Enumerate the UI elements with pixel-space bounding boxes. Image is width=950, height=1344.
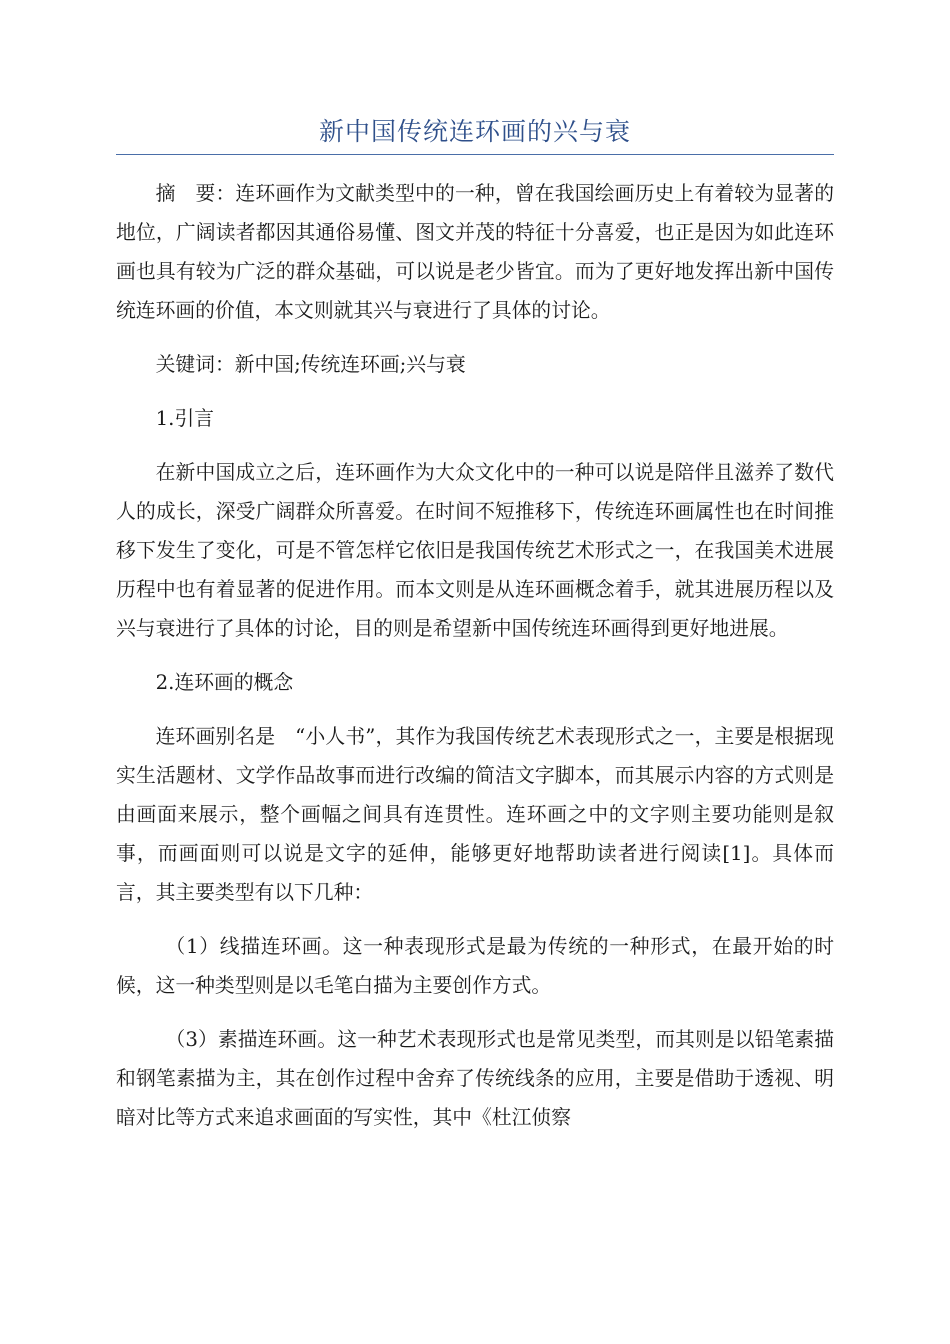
document-body [116,174,834,1152]
introduction-paragraph: 在新中国成立之后，连环画作为大众文化中的一种可以说是陪伴且滋养了数代人的成长，深受广阔群众所喜爱。在时间不短推移下，传统连环画属性也在时间推移下发生了变化，可是不管怎样它依旧是我国传统艺术形式之一，在我国美术进展历程中也有着显著的促进作用。而本文则是从连环画概念着手，就其进展历程以及兴与衰进行了具体的讨论，目的则是希望新中国传统连环画得到更好地进展。 [116,461,834,640]
section-heading-concept: 2.连环画的概念 [155,671,294,694]
list-item-sketch: （3）素描连环画。这一种艺术表现形式也是常见类型，而其则是以铅笔素描和钢笔素描为主，其在创作过程中舍弃了传统线条的应用，主要是借助于透视、明暗对比等方式来追求画面的写实性，其中《杜江侦察 [116,1028,834,1129]
list-item-line-drawing: （1）线描连环画。这一种表现形式是最为传统的一种形式，在最开始的时候，这一种类型则是以毛笔白描为主要创作方式。 [116,935,834,997]
concept-paragraph: 连环画别名是 “小人书”，其作为我国传统艺术表现形式之一，主要是根据现实生活题材、文学作品故事而进行改编的简洁文字脚本，而其展示内容的方式则是由画面来展示，整个画幅之间具有连贯性。连环画之中的文字则主要功能则是叙事，而画面则可以说是文字的延伸，能够更好地帮助读者进行阅读[1]。具体而言，其主要类型有以下几种： [116,725,834,904]
title-divider [116,154,834,155]
keywords-line: 关键词：新中国;传统连环画;兴与衰 [155,353,466,376]
section-heading-introduction: 1.引言 [155,407,215,430]
abstract-paragraph: 摘 要：连环画作为文献类型中的一种，曾在我国绘画历史上有着较为显著的地位，广阔读者都因其通俗易懂、图文并茂的特征十分喜爱，也正是因为如此连环画也具有较为广泛的群众基础，可以说是老少皆宜。而为了更好地发挥出新中国传统连环画的价值，本文则就其兴与衰进行了具体的讨论。 [116,182,834,322]
document-title: 新中国传统连环画的兴与衰 [318,117,631,146]
